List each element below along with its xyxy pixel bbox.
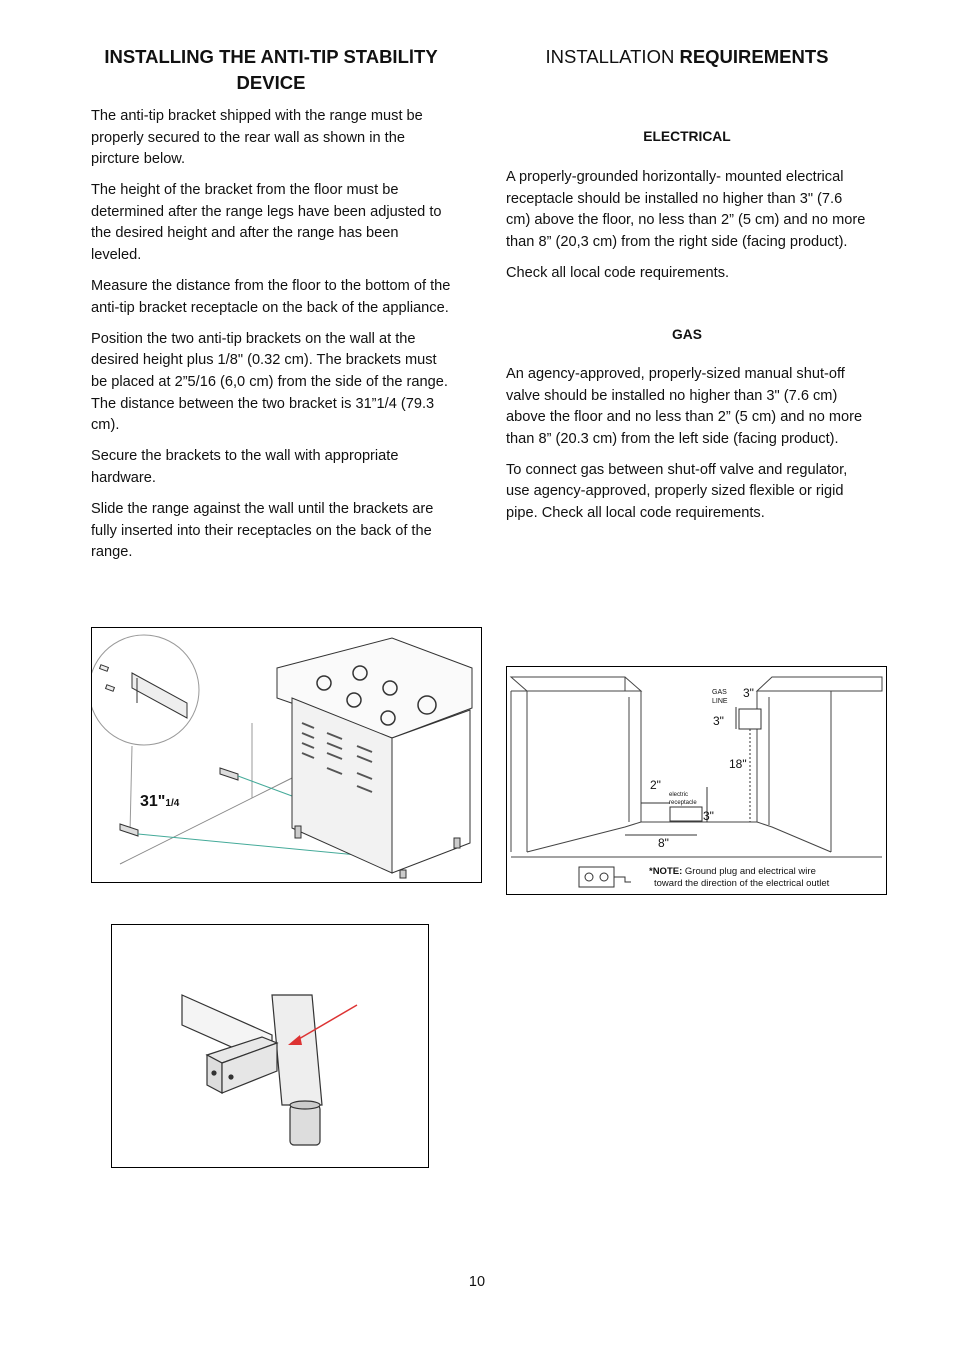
gas-paragraph-1: An agency-approved, properly-sized manual shut-off valve should be installed no higher than 3" (7.6 cm) above the floor and no less than 2” (5 cm) and no more than 8” (20.3 cm) from the left side (facing product). — [506, 365, 863, 447]
svg-text:31"1/4 — [140, 793, 180, 810]
anti-tip-paragraph-2: The height of the bracket from the floor must be determined after the range legs have been adjusted to the desired height and after the range has been leveled. — [91, 182, 442, 264]
gas-line-label-1: GAS — [712, 689, 727, 696]
anti-tip-paragraph-5: Secure the brackets to the wall with appropriate hardware. — [91, 448, 399, 486]
installation-requirements-heading — [506, 44, 868, 70]
gas-line-label-2: LINE — [712, 698, 728, 705]
range-bracket-figure — [91, 627, 482, 883]
heading-bold-part: REQUIREMENTS — [679, 46, 829, 67]
svg-text:*NOTE: Ground plug and electri — [649, 866, 816, 877]
clearance-figure — [506, 666, 887, 895]
electrical-paragraph-2: Check all local code requirements. — [506, 264, 730, 281]
electrical-title: ELECTRICAL — [643, 129, 731, 144]
anti-tip-heading: INSTALLING THE ANTI-TIP STABILlTY DEVICE — [104, 46, 438, 93]
note-line-2: toward the direction of the electrical outlet — [654, 878, 830, 889]
anti-tip-paragraph-6: Slide the range against the wall until the brackets are fully inserted into their receptacles on the back of the range. — [91, 501, 434, 561]
installation-requirements-section — [506, 44, 868, 534]
bracket-closeup-illustration — [112, 925, 428, 1167]
note-label: *NOTE: — [649, 866, 683, 877]
page-number: 10 — [468, 1274, 486, 1290]
anti-tip-paragraph-3: Measure the distance from the floor to the bottom of the anti-tip bracket receptacle on the back of the appliance. — [91, 278, 451, 316]
gas-paragraph-2: To connect gas between shut-off valve and regulator, use agency-approved, properly sized flexible or rigid pipe. Check all local code requirements. — [506, 461, 848, 522]
note-line-1: Ground plug and electrical wire — [682, 866, 816, 877]
electric-label-2: receptacle — [669, 800, 697, 806]
electrical-paragraph-1: A properly-grounded horizontally- mounted electrical receptacle should be installed no higher than 3" (7.6 cm) above the floor, no less than 2” (5 cm) and no more than 8” (20,3 cm) from the right side (facing product). — [506, 169, 866, 250]
dim-3-top-label: 3" — [743, 686, 754, 700]
dim-18-label: 18" — [729, 757, 747, 771]
anti-tip-section — [91, 44, 451, 573]
heading-light-part: INSTALLATION — [545, 46, 680, 67]
electric-label-1: electric — [669, 792, 689, 798]
anti-tip-paragraph-4: Position the two anti-tip brackets on the wall at the desired height plus 1/8" (0.32 cm). The brackets must be placed at 2”5/16 (6,0 cm) from the side of the range. The distance between the two bracket is 31”1/4 (79.3 cm). — [91, 330, 448, 434]
gas-title: GAS — [672, 326, 702, 342]
bracket-closeup-figure — [111, 924, 429, 1168]
dim-3-bottom-label: 3" — [703, 809, 714, 823]
distance-main-label: 31" — [140, 793, 166, 810]
range-bracket-illustration — [92, 628, 481, 882]
dim-8-label: 8" — [658, 836, 669, 850]
dim-3-side-label: 3" — [713, 714, 724, 728]
dim-2-label: 2" — [650, 778, 661, 792]
clearance-illustration — [507, 667, 886, 894]
anti-tip-paragraph-1: The anti-tip bracket shipped with the range must be properly secured to the rear wall as shown in the pircture below. — [91, 108, 423, 168]
distance-fraction-label: 1/4 — [165, 798, 180, 809]
